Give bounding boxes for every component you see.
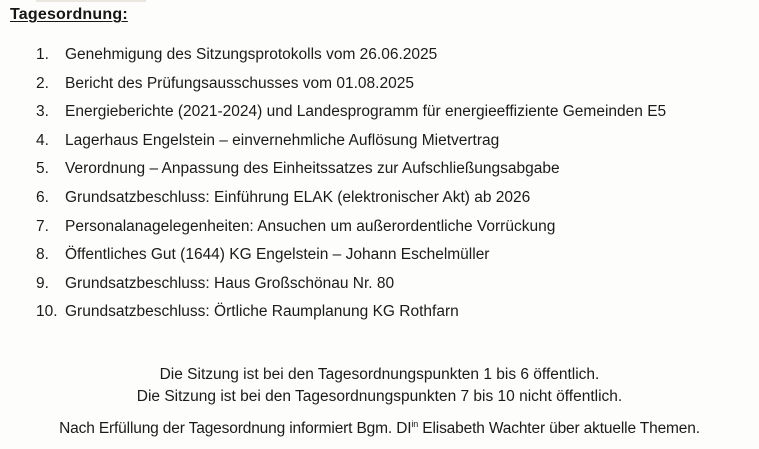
agenda-item bbox=[0, 74, 759, 103]
agenda-item-number: 10. bbox=[36, 303, 58, 321]
mayor-info-note bbox=[0, 419, 759, 439]
mayor-info-suffix: Elisabeth Wachter über aktuelle Themen. bbox=[418, 420, 700, 437]
nonpublic-session-note: Die Sitzung ist bei den Tagesordnungspunkten 7 bis 10 nicht öffentlich. bbox=[136, 388, 623, 405]
session-visibility-notes bbox=[0, 364, 759, 408]
agenda-item bbox=[0, 102, 759, 131]
agenda-item-number: 4. bbox=[36, 131, 49, 149]
agenda-item-number: 7. bbox=[36, 217, 49, 235]
mayor-title-superscript: in bbox=[411, 418, 419, 429]
agenda-item bbox=[0, 274, 759, 303]
agenda-item-number: 3. bbox=[36, 103, 49, 121]
agenda-item-number: 6. bbox=[36, 188, 49, 206]
agenda-item-text: Öffentliches Gut (1644) KG Engelstein – Johann Eschelmüller bbox=[65, 246, 490, 264]
agenda-item bbox=[0, 302, 759, 331]
agenda-item-text: Bericht des Prüfungsausschusses vom 01.08.2025 bbox=[65, 74, 414, 92]
agenda-item-text: Verordnung – Anpassung des Einheitssatzes zur Aufschließungsabgabe bbox=[65, 160, 560, 178]
mayor-info-prefix: Nach Erfüllung der Tagesordnung informiert Bgm. DI bbox=[59, 420, 412, 437]
agenda-item-text: Grundsatzbeschluss: Einführung ELAK (elektronischer Akt) ab 2026 bbox=[65, 188, 531, 206]
agenda-item-text: Grundsatzbeschluss: Örtliche Raumplanung KG Rothfarn bbox=[65, 303, 459, 321]
agenda-item-text: Energieberichte (2021-2024) und Landesprogramm für energieeffiziente Gemeinden E5 bbox=[65, 103, 667, 121]
agenda-list bbox=[0, 45, 759, 331]
agenda-item bbox=[0, 245, 759, 274]
agenda-item-text: Grundsatzbeschluss: Haus Großschönau Nr. 80 bbox=[65, 274, 395, 292]
scan-artifact bbox=[36, 0, 146, 2]
agenda-item bbox=[0, 45, 759, 74]
agenda-item-number: 5. bbox=[36, 160, 49, 178]
agenda-item bbox=[0, 188, 759, 217]
agenda-item-number: 2. bbox=[36, 74, 49, 92]
agenda-item-text: Personalanagelegenheiten: Ansuchen um außerordentliche Vorrückung bbox=[65, 217, 556, 235]
public-session-note: Die Sitzung ist bei den Tagesordnungspunkten 1 bis 6 öffentlich. bbox=[159, 366, 600, 383]
agenda-item-text: Genehmigung des Sitzungsprotokolls vom 26.06.2025 bbox=[65, 46, 438, 63]
agenda-item bbox=[0, 131, 759, 160]
page-title: Tagesordnung: bbox=[10, 6, 128, 23]
agenda-item bbox=[0, 217, 759, 246]
agenda-item-number: 8. bbox=[36, 246, 49, 264]
agenda-item bbox=[0, 159, 759, 188]
agenda-item-text: Lagerhaus Engelstein – einvernehmliche Auflösung Mietvertrag bbox=[65, 131, 500, 149]
agenda-item-number: 1. bbox=[36, 46, 49, 63]
agenda-item-number: 9. bbox=[36, 274, 49, 292]
